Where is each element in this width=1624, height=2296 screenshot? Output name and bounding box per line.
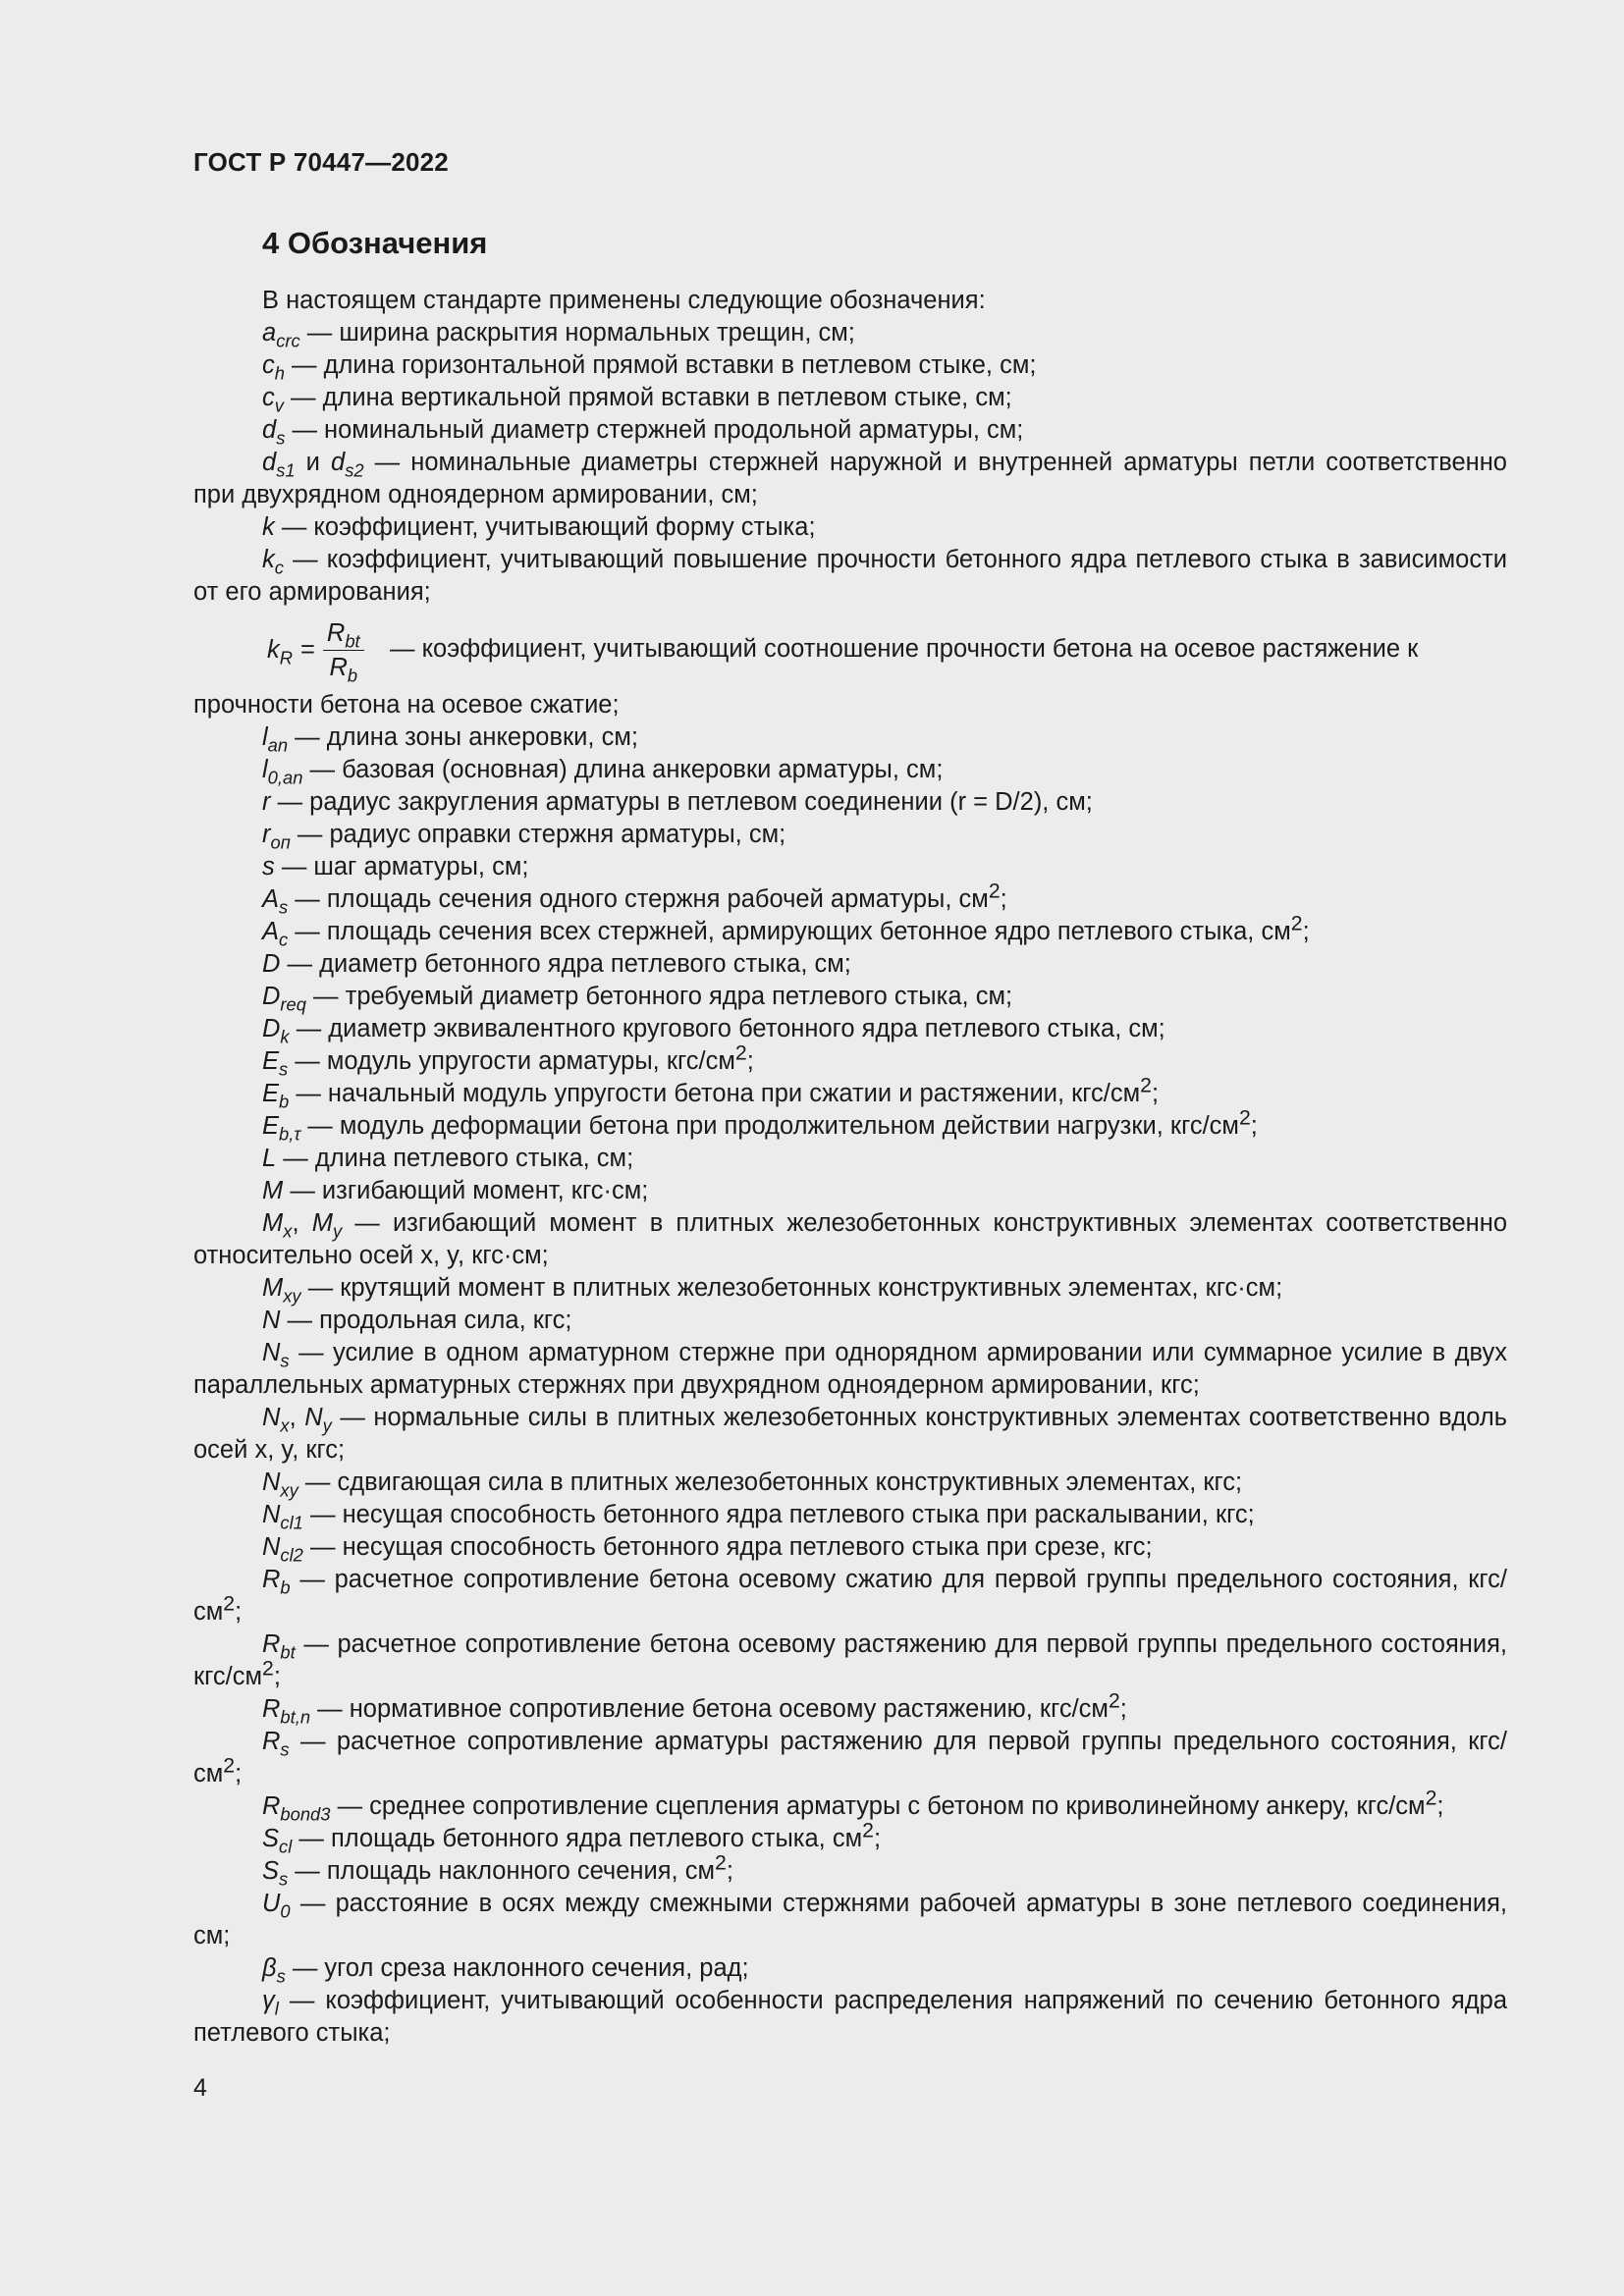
symbol: $E_b$ (262, 1080, 290, 1112)
symbol-definition: $N_{cl2}$ — несущая способность бетонного ядра петлевого стыка при срезе, кгс; (262, 1533, 1153, 1566)
symbol-definition: $D_k$ — диаметр эквивалентного кругового бетонного ядра петлевого стыка, см; (262, 1015, 1165, 1047)
page-number: 4 (193, 2074, 207, 2102)
symbol-definition: $R_b$ — расчетное сопротивление бетона осевому сжатию для первой группы предельного состояния, кгс/$см^2$; (193, 1566, 1507, 1626)
symbol: $a_{crc}$ (262, 319, 300, 351)
symbol: $N_{cl1}$ (262, 1501, 303, 1533)
symbol: $N_{xy}$ (262, 1468, 298, 1501)
symbol-definition: $\gamma_l$ — коэффициент, учитывающий особенности распределения напряжений по сечению бетонного ядра петлевого стыка; (193, 1987, 1507, 2047)
formula-description: — коэффициент, учитывающий соотношение прочности бетона на осевое растяжение к (390, 635, 1419, 663)
symbol: N (262, 1307, 281, 1334)
symbol-definition: $N_x$, $N_y$ — нормальные силы в плитных железобетонных конструктивных элементах соответственно вдоль осей x, y, кгс; (193, 1404, 1508, 1464)
symbol-definition: $S_{cl}$ — площадь бетонного ядра петлевого стыка, $см^2$; (262, 1818, 882, 1857)
symbol-definition: $N_{cl1}$ — несущая способность бетонного ядра петлевого стыка при раскалывании, кгс; (262, 1501, 1255, 1533)
symbol-definition: M — изгибающий момент, кгс·см; (262, 1177, 649, 1204)
symbol-definition: $d_s$ — номинальный диаметр стержней продольной арматуры, см; (262, 416, 1024, 449)
symbol: $R_{bt}$ (262, 1630, 296, 1663)
symbol-definition: k — коэффициент, учитывающий форму стыка; (262, 513, 816, 541)
symbol-definition: $l_{0,an}$ — базовая (основная) длина анкеровки арматуры, см; (262, 756, 944, 788)
symbol: $\gamma_l$ (262, 1987, 279, 2019)
formula-expression: $k_R$ = $\frac{R_{bt}}{R_b}$ (267, 611, 378, 689)
symbol: k (262, 513, 275, 541)
symbol: $c_v$ (262, 384, 284, 416)
symbol-definition: $k_c$ — коэффициент, учитывающий повышение прочности бетонного ядра петлевого стыка в зависимости от его армирования; (193, 546, 1507, 606)
symbol-definition: $S_s$ — площадь наклонного сечения, $см^2$; (262, 1850, 733, 1890)
symbol-definition: $R_{bond3}$ — среднее сопротивление сцепления арматуры с бетоном по криволинейному анкеру, кгс/$см^2$; (262, 1786, 1444, 1825)
symbol: $S_{cl}$ (262, 1825, 293, 1857)
symbol: D (262, 950, 281, 978)
document-body (193, 285, 1507, 2050)
symbol-definition: $U_0$ — расстояние в осях между смежными стержнями рабочей арматуры в зоне петлевого соединения, см; (193, 1890, 1507, 1949)
symbol: $k_c$ (262, 546, 284, 578)
symbol-definition: s — шаг арматуры, см; (262, 853, 529, 881)
symbol: $R_s$ (262, 1728, 290, 1760)
symbol: $A_s$ (262, 885, 289, 918)
symbol-definition: $r_{оп}$ — радиус оправки стержня арматуры, см; (262, 821, 786, 853)
symbol-definition: $R_{bt}$ — расчетное сопротивление бетона осевому растяжению для первой группы предельного состояния, кгс/$см^2$; (193, 1630, 1507, 1690)
symbol-definition: $M_{xy}$ — крутящий момент в плитных железобетонных конструктивных элементах, кгс·см; (262, 1274, 1283, 1307)
intro-paragraph: В настоящем стандарте применены следующие обозначения: (262, 287, 986, 314)
symbol: $N_s$ (262, 1339, 290, 1371)
symbol-definition: D — диаметр бетонного ядра петлевого стыка, см; (262, 950, 851, 978)
symbol-definition: $R_s$ — расчетное сопротивление арматуры растяжению для первой группы предельного состояния, кгс/$см^2$; (193, 1728, 1507, 1788)
symbol: $d_s$ (262, 416, 286, 449)
symbol-definition: $E_b$ — начальный модуль упругости бетона при сжатии и растяжении, кгс/$см^2$; (262, 1073, 1160, 1112)
symbol: M (262, 1177, 284, 1204)
symbol-definition: $c_v$ — длина вертикальной прямой вставки в петлевом стыке, см; (262, 384, 1012, 416)
symbol: $d_{s1}$ (262, 449, 296, 481)
symbol: $S_s$ (262, 1857, 289, 1890)
symbol: $N_{cl2}$ (262, 1533, 303, 1566)
symbol-definition: $R_{bt,n}$ — нормативное сопротивление бетона осевому растяжению, кгс/$см^2$; (262, 1688, 1127, 1728)
symbol: $l_{an}$ (262, 723, 289, 756)
formula-denominator: $R_b$ (329, 653, 358, 685)
symbol-definition: $c_h$ — длина горизонтальной прямой вставки в петлевом стыке, см; (262, 351, 1037, 384)
symbol-definition: $\beta_s$ — угол среза наклонного сечения, рад; (262, 1954, 749, 1987)
symbol: $D_{req}$ (262, 983, 306, 1015)
symbol-definition: $a_{crc}$ — ширина раскрытия нормальных трещин, см; (262, 319, 855, 351)
symbol-definition: r — радиус закругления арматуры в петлевом соединении (r = D/2), см; (262, 788, 1093, 816)
symbol-definition: $D_{req}$ — требуемый диаметр бетонного ядра петлевого стыка, см; (262, 983, 1013, 1015)
symbol-definition: $d_{s1}$ и $d_{s2}$ — номинальные диаметры стержней наружной и внутренней арматуры петли соответственно при двухрядном одноядерном армировании, см; (193, 449, 1507, 508)
symbol-2: $N_y$ (304, 1404, 332, 1436)
symbol-definition: $N_{xy}$ — сдвигающая сила в плитных железобетонных конструктивных элементах, кгс; (262, 1468, 1243, 1501)
formula-numerator: $R_{bt}$ (323, 618, 364, 651)
symbol: $A_c$ (262, 918, 289, 950)
symbol: $E_{b,\tau}$ (262, 1112, 301, 1145)
symbol: $R_b$ (262, 1566, 291, 1598)
formula-lhs: $k_R$ (267, 635, 294, 667)
symbol: $R_{bond3}$ (262, 1792, 331, 1825)
symbol-2: $M_y$ (311, 1209, 343, 1242)
symbol-definition: N — продольная сила, кгс; (262, 1307, 572, 1334)
symbol: $D_k$ (262, 1015, 290, 1047)
symbol-2: $d_{s2}$ (331, 449, 364, 481)
symbol-definition: $E_s$ — модуль упругости арматуры, кгс/$см^2$; (262, 1041, 754, 1080)
symbol: $E_s$ (262, 1047, 289, 1080)
formula-continuation: прочности бетона на осевое сжатие; (193, 691, 620, 719)
section-title: 4 Обозначения (262, 226, 488, 260)
symbol: $N_x$ (262, 1404, 290, 1436)
symbol: $\beta_s$ (262, 1954, 286, 1987)
symbol-definition: $l_{an}$ — длина зоны анкеровки, см; (262, 723, 638, 756)
symbol-definition: L — длина петлевого стыка, см; (262, 1145, 634, 1172)
symbol-list (193, 317, 1507, 609)
symbol-definition: $E_{b,\tau}$ — модуль деформации бетона при продолжительном действии нагрузки, кгс/$см^2$; (262, 1105, 1258, 1145)
symbol: $l_{0,an}$ (262, 756, 303, 788)
symbol: $M_x$ (262, 1209, 293, 1242)
symbol: $r_{оп}$ (262, 821, 291, 853)
symbol-definition: $N_s$ — усилие в одном арматурном стержне при однорядном армировании или суммарное усилие в двух параллельных арматурных стержнях при двухрядном одноядерном армировании, кгс; (193, 1339, 1507, 1399)
symbol-definition: $A_c$ — площадь сечения всех стержней, армирующих бетонное ядро петлевого стыка, $см^2$; (262, 911, 1310, 950)
symbol: L (262, 1145, 277, 1172)
symbol: $M_{xy}$ (262, 1274, 301, 1307)
formula-fraction (323, 618, 364, 685)
symbol: $R_{bt,n}$ (262, 1695, 311, 1728)
symbol: $U_0$ (262, 1890, 291, 1922)
formula-kr (193, 611, 1507, 689)
symbol: $c_h$ (262, 351, 285, 384)
symbol-definition: $A_s$ — площадь сечения одного стержня рабочей арматуры, $см^2$; (262, 879, 1007, 918)
document-header: ГОСТ Р 70447—2022 (193, 147, 449, 177)
symbol: r (262, 788, 271, 816)
symbol: s (262, 853, 275, 881)
symbol-list-2 (193, 721, 1507, 2050)
symbol-definition: $M_x$, $M_y$ — изгибающий момент в плитных железобетонных конструктивных элементах соответственно относительно осей x, y, кгс·см; (193, 1209, 1507, 1269)
